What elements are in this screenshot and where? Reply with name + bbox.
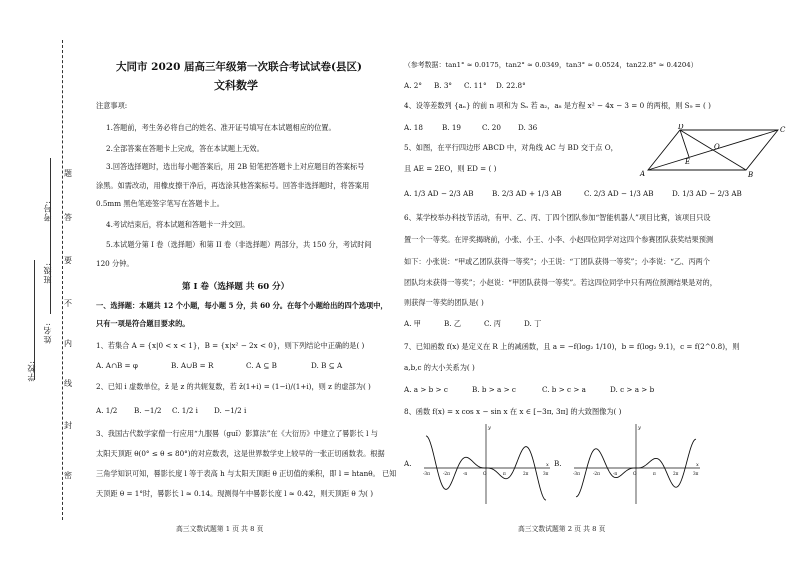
graph-a-y-axis-label: y — [488, 425, 491, 431]
note-item: 5.本试题分第 I 卷（选择题）和第 II 卷（非选择题）两部分，共 150 分，考试时间 — [106, 240, 372, 249]
graph-a-tick-label: 2π — [523, 471, 529, 476]
seal-char: 封 — [64, 421, 72, 430]
option: D. 22.8° — [496, 81, 526, 90]
seal-char: 线 — [64, 379, 72, 388]
question-6: 6、某学校举办科技节活动，有甲、乙、丙、丁四个团队参加“智能机器人”项目比赛，该项目只设 — [404, 213, 711, 222]
option: B. −1/2 — [134, 406, 162, 415]
option: B. 2/3 AD + 1/3 AB — [492, 189, 562, 198]
note-item: 120 分钟。 — [96, 259, 134, 268]
graph-a-tick-label: -3π — [423, 471, 430, 476]
graph-b-y-axis-label: y — [638, 425, 641, 431]
graph-a-x-axis-label: x — [546, 462, 549, 468]
option: B. b > a > c — [472, 385, 516, 394]
seal-char: 不 — [64, 299, 72, 308]
reference-data: （参考数据：tan1° ≈ 0.0175，tan2° ≈ 0.0349，tan3° ≈ 0.0524，tan22.8° ≈ 0.4204） — [404, 61, 698, 69]
part-one-instructions: 只有一项是符合题目要求的。 — [96, 319, 190, 328]
school-label: 学校: — [27, 360, 36, 382]
question-6: 置一个一等奖。在评奖揭晓前，小张、小王、小李、小赵四位同学对这四个参赛团队获奖结果预测 — [404, 235, 714, 244]
page-footer: 高三文数试题第 1 页 共 8 页 — [176, 525, 264, 533]
option: B. A∪B = R — [171, 361, 214, 370]
graph-b — [570, 422, 702, 506]
exam-title: 大同市 2020 届高三年级第一次联合考试试卷(县区) — [116, 61, 362, 73]
option: C. 11° — [464, 81, 487, 90]
graph-a-tick-label: -2π — [443, 471, 450, 476]
question-3: 天顶距 θ = 1°时，晷影长 l ≈ 0.14。现测得午中晷影长度 l ≈ 0.42，则天顶距 θ 为( ) — [96, 489, 374, 498]
question-3: 三角学知识可知，晷影长度 l 等于表高 h 与太阳天顶距 θ 正切值的乘积，即 l = htanθ。 已知 — [96, 469, 397, 478]
page-footer: 高三文数试题第 2 页 共 8 页 — [518, 525, 606, 533]
option: C. 2/3 AD − 1/3 AB — [584, 189, 654, 198]
graph-a — [420, 422, 552, 506]
option: D. 1/3 AD − 2/3 AB — [672, 189, 742, 198]
option: D. B ⊆ A — [311, 361, 343, 370]
graph-a-tick-label: 3π — [543, 471, 549, 476]
graph-a-tick-label: O — [483, 471, 487, 476]
question-2: 2、已知 i 虚数单位，z̄ 是 z 的共轭复数，若 z̄(1+i) = (1−i)/(1+i)，则 z 的虚部为( ) — [96, 382, 371, 391]
seal-char: 密 — [64, 471, 72, 480]
graph-a-label: A. — [404, 459, 412, 468]
question-5: 且 AE = 2EO，则 ED = ( ) — [404, 164, 497, 173]
option: C. A ⊆ B — [246, 361, 277, 370]
option: B. 乙 — [444, 319, 462, 328]
vertex-label: D — [678, 124, 684, 131]
vertex-label: A — [640, 170, 646, 178]
option: C. b > c > a — [542, 385, 586, 394]
graph-b-tick-label: π — [653, 471, 656, 476]
notes-heading: 注意事项: — [96, 101, 128, 110]
question-3: 太阳天顶距 θ(0° ≤ θ ≤ 80°)的对应数表，这是世界数学史上较早的一张正切函数表。根据 — [96, 449, 385, 458]
question-1: 1、若集合 A = {x|0 < x < 1}，B = {x|x² − 2x < 0}，则下列结论中正确的是( ) — [96, 341, 365, 350]
part-one-instructions: 一、选择题：本题共 12 个小题，每小题 5 分，共 60 分。在每个小题给出的四个选项中， — [96, 301, 388, 310]
question-5: 5、如图，在平行四边形 ABCD 中，对角线 AC 与 BD 交于点 O， — [404, 143, 618, 152]
option: A. a > b > c — [404, 385, 448, 394]
right-column — [404, 0, 790, 561]
question-6: 则获得一等奖的团队是( ) — [404, 298, 484, 307]
option: A. 2° — [404, 81, 422, 90]
question-8: 8、函数 f(x) = x cos x − sin x 在 x ∈ [−3π, 3π] 的大致图像为( ) — [404, 407, 622, 416]
seal-line — [62, 40, 63, 520]
vertex-label: E — [685, 158, 691, 166]
option: A. 1/2 — [96, 406, 118, 415]
question-6: 如下：小张说：“甲或乙团队获得一等奖”；小王说：“丁团队获得一等奖”；小李说：“乙、丙两个 — [404, 257, 710, 266]
option: C. 20 — [482, 123, 501, 132]
vertex-label: C — [780, 126, 786, 134]
vertex-label: O — [714, 143, 720, 151]
graph-b-tick-label: -π — [613, 471, 618, 476]
note-item: 0.5mm 黑色笔迹签字笔写在答题卡上。 — [96, 199, 224, 208]
seal-char: 答 — [64, 213, 72, 222]
question-7: a,b,c 的大小关系为( ) — [404, 363, 475, 372]
note-item: 4.考试结束后，将本试题和答题卡一并交回。 — [106, 220, 250, 229]
note-item: 1.答题前，考生务必将自己的姓名、准开证号填写在本试题相应的位置。 — [106, 123, 336, 132]
seal-char: 题 — [64, 169, 72, 178]
option: A. A∩B = φ — [96, 361, 138, 370]
note-item: 涂黑。如需改动，用橡皮擦干净后，再选涂其他答案标号。回答非选择题时，将答案用 — [96, 181, 370, 190]
option: D. −1/2 i — [214, 406, 247, 415]
graph-b-x-axis-label: x — [696, 462, 699, 468]
binding-margin — [0, 0, 92, 561]
parallelogram-figure — [638, 124, 788, 178]
graph-b-tick-label: -3π — [573, 471, 580, 476]
option: B. 3° — [434, 81, 453, 90]
school-underline — [34, 260, 35, 380]
graph-b-tick-label: O — [633, 471, 637, 476]
vertex-label: B — [748, 171, 754, 178]
option: A. 甲 — [404, 319, 421, 328]
option: B. 19 — [442, 123, 461, 132]
option: C. 丙 — [484, 319, 501, 328]
option: C. 1/2 i — [172, 406, 198, 415]
left-column — [96, 0, 396, 561]
note-item: 3.回答选择题时，选出每小题答案后，用 2B 铅笔把答题卡上对应题目的答案标号 — [106, 162, 365, 171]
graph-a-tick-label: π — [503, 471, 506, 476]
exam-no-label: 考号: — [43, 200, 52, 222]
section-one-heading: 第 I 卷（选择题 共 60 分） — [182, 282, 290, 292]
option: D. 丁 — [524, 319, 542, 328]
option: A. 1/3 AD − 2/3 AB — [404, 189, 474, 198]
note-item: 2.全部答案在答题卡上完成，答在本试题上无效。 — [106, 144, 264, 153]
question-3: 3、我国古代数学家僧一行应用“九服晷（guǐ）影算法”在《大衍历》中建立了晷影长 l 与 — [96, 429, 378, 438]
graph-a-tick-label: -π — [463, 471, 468, 476]
graph-b-tick-label: 3π — [693, 471, 699, 476]
question-6: 团队均未获得一等奖”；小赵说：“甲团队获得一等奖”。若这四位同学中只有两位预测结果是对的， — [404, 278, 717, 287]
exam-subject: 文科数学 — [214, 79, 258, 92]
question-4: 4、设等差数列 {aₙ} 的前 n 项和为 Sₙ 若 a₂，a₈ 是方程 x² − 4x − 3 = 0 的两根，则 S₉ = ( ) — [404, 101, 711, 110]
graph-b-tick-label: -2π — [593, 471, 600, 476]
seal-char: 内 — [64, 339, 72, 348]
question-7: 7、已知函数 f(x) 是定义在 R 上的减函数，且 a = −f(log₂ 1/10)，b = f(log₂ 9.1)，c = f(2^0.8)，则 — [404, 342, 740, 351]
option: D. c > a > b — [610, 385, 655, 394]
graph-b-tick-label: 2π — [673, 471, 679, 476]
option: A. 18 — [404, 123, 423, 132]
class-label: 班级: — [43, 262, 52, 284]
option: D. 36 — [518, 123, 538, 132]
name-label: 姓名: — [43, 322, 52, 344]
class-underline — [50, 158, 51, 248]
graph-b-label: B. — [554, 459, 562, 468]
seal-char: 要 — [64, 256, 72, 265]
